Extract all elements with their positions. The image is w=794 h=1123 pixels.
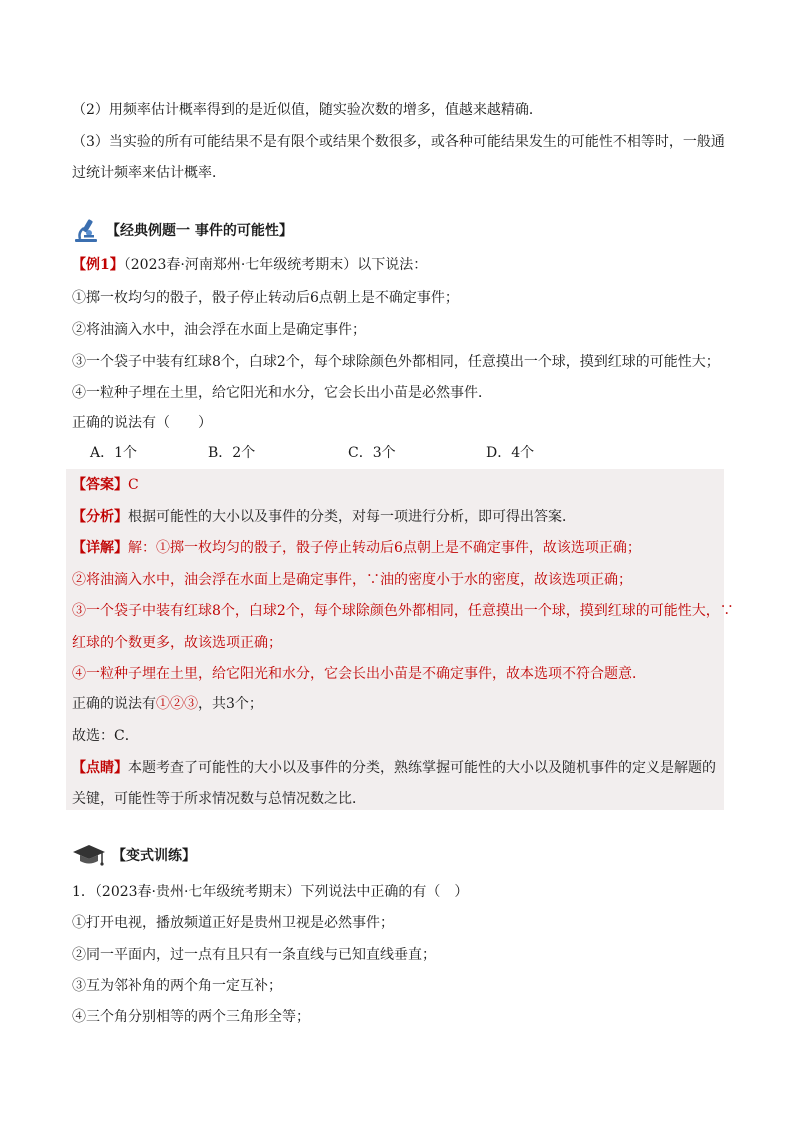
practice-section-header bbox=[72, 843, 196, 867]
detail-tag: 【详解】 bbox=[72, 540, 128, 556]
example-question: 正确的说法有（ ） bbox=[72, 415, 212, 431]
option-c: C．3个 bbox=[348, 445, 396, 461]
option-a: A．1个 bbox=[90, 445, 138, 461]
intro-line-2: （2）用频率估计概率得到的是近似值，随实验次数的增多，值越来越精确． bbox=[72, 102, 543, 118]
example-section-title: 【经典例题一 事件的可能性】 bbox=[106, 223, 293, 239]
practice-stem: 1．（2023春·贵州·七年级统考期末）下列说法中正确的有（ ） bbox=[72, 884, 469, 900]
correct-line bbox=[72, 694, 263, 714]
graduation-cap-icon bbox=[72, 843, 106, 867]
intro-line-3a: （3）当实验的所有可能结果不是有限个或结果个数很多，或各种可能结果发生的可能性不相等时，一般通 bbox=[72, 134, 725, 150]
analysis-line bbox=[72, 507, 576, 527]
correct-suffix: ，共3个； bbox=[198, 696, 263, 712]
detail-line-2: ②将油滴入水中，油会浮在水面上是确定事件，∵油的密度小于水的密度，故该选项正确； bbox=[72, 572, 632, 588]
correct-prefix: 正确的说法有 bbox=[72, 696, 156, 712]
choice-line: 故选：C． bbox=[72, 728, 139, 744]
comment-line-b: 关键，可能性等于所求情况数与总情况数之比． bbox=[72, 791, 366, 807]
detail-line-3a: ③一个袋子中装有红球8个，白球2个，每个球除颜色外都相同，任意摸出一个球，摸到红球的可能性大，∵ bbox=[72, 603, 734, 619]
detail-text-1: 解：①掷一枚均匀的骰子，骰子停止转动后6点朝上是不确定事件，故该选项正确； bbox=[128, 540, 641, 556]
analysis-tag: 【分析】 bbox=[72, 509, 128, 525]
option-b: B．2个 bbox=[208, 445, 256, 461]
example-statement-3: ③一个袋子中装有红球8个，白球2个，每个球除颜色外都相同，任意摸出一个球，摸到红球的可能性大； bbox=[72, 354, 720, 370]
practice-statement-1: ①打开电视，播放频道正好是贵州卫视是必然事件； bbox=[72, 915, 394, 931]
comment-line-a bbox=[72, 758, 716, 778]
example-statement-4: ④一粒种子埋在土里，给它阳光和水分，它会长出小苗是必然事件． bbox=[72, 385, 492, 401]
answer-value: C bbox=[128, 477, 139, 493]
practice-statement-3: ③互为邻补角的两个角一定互补； bbox=[72, 978, 282, 994]
option-d: D．4个 bbox=[486, 445, 535, 461]
answer-tag: 【答案】 bbox=[72, 477, 128, 493]
practice-statement-4: ④三个角分别相等的两个三角形全等； bbox=[72, 1009, 310, 1025]
practice-statement-2: ②同一平面内，过一点有且只有一条直线与已知直线垂直； bbox=[72, 947, 436, 963]
example-tag: 【例1】 bbox=[72, 257, 124, 273]
comment-text-a: 本题考查了可能性的大小以及事件的分类，熟练掌握可能性的大小以及随机事件的定义是解题的 bbox=[128, 760, 716, 776]
example-statement-2: ②将油滴入水中，油会浮在水面上是确定事件； bbox=[72, 322, 366, 338]
answer-line bbox=[72, 475, 139, 495]
detail-line-3b: 红球的个数更多，故该选项正确； bbox=[72, 635, 282, 651]
microscope-icon bbox=[72, 216, 100, 244]
correct-numbers: ①②③ bbox=[156, 696, 198, 712]
detail-line-1 bbox=[72, 538, 641, 558]
example-section-header bbox=[72, 216, 293, 244]
example-statement-1: ①掷一枚均匀的骰子，骰子停止转动后6点朝上是不确定事件； bbox=[72, 290, 459, 306]
intro-line-3b: 过统计频率来估计概率． bbox=[72, 165, 226, 181]
analysis-text: 根据可能性的大小以及事件的分类，对每一项进行分析，即可得出答案． bbox=[128, 509, 576, 525]
detail-line-4: ④一粒种子埋在土里，给它阳光和水分，它会长出小苗是不确定事件，故本选项不符合题意． bbox=[72, 666, 646, 682]
example-source: （2023春·河南郑州·七年级统考期末）以下说法： bbox=[123, 257, 428, 273]
comment-tag: 【点睛】 bbox=[72, 760, 128, 776]
example-1-heading bbox=[72, 255, 427, 275]
practice-section-title: 【变式训练】 bbox=[112, 848, 196, 864]
